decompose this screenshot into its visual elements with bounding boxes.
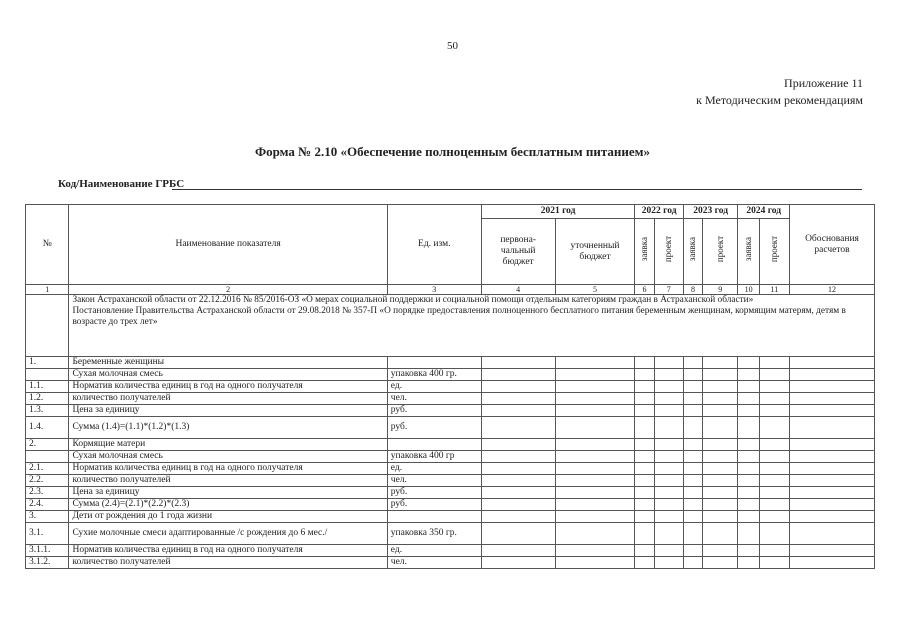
row-unit: руб. <box>387 417 481 439</box>
header-request-2024: заявка <box>743 237 754 262</box>
value-cell <box>759 475 789 487</box>
value-cell <box>683 499 702 511</box>
row-unit: упаковка 400 гр. <box>387 369 481 381</box>
value-cell <box>683 417 702 439</box>
value-cell <box>738 451 759 463</box>
value-cell <box>555 545 635 557</box>
value-cell <box>738 439 759 451</box>
value-cell <box>738 417 759 439</box>
row-number: 1.1. <box>26 381 69 393</box>
row-indicator-name: Норматив количества единиц в год на одного получателя <box>69 463 387 475</box>
grbs-label: Код/Наименование ГРБС <box>58 178 185 190</box>
row-number: 2. <box>26 439 69 451</box>
row-number: 2.2. <box>26 475 69 487</box>
value-cell <box>703 451 738 463</box>
value-cell <box>759 487 789 499</box>
row-number: 3.1.2. <box>26 557 69 569</box>
value-cell <box>738 557 759 569</box>
column-number: 6 <box>635 285 654 295</box>
header-unit: Ед. изм. <box>387 205 481 285</box>
value-cell <box>481 405 555 417</box>
table-row <box>26 475 875 487</box>
header-refined-budget: уточненный бюджет <box>555 219 635 285</box>
form-table <box>25 204 875 569</box>
value-cell <box>738 369 759 381</box>
value-cell <box>481 511 555 523</box>
row-indicator-name: Цена за единицу <box>69 405 387 417</box>
value-cell <box>481 381 555 393</box>
value-cell <box>555 369 635 381</box>
value-cell <box>790 381 875 393</box>
value-cell <box>759 499 789 511</box>
table-row <box>26 557 875 569</box>
table-row <box>26 451 875 463</box>
value-cell <box>703 357 738 369</box>
value-cell <box>481 439 555 451</box>
section-row <box>26 511 875 523</box>
table-row <box>26 405 875 417</box>
value-cell <box>683 487 702 499</box>
value-cell <box>738 511 759 523</box>
value-cell <box>683 463 702 475</box>
value-cell <box>481 487 555 499</box>
column-number: 8 <box>683 285 702 295</box>
value-cell <box>654 451 683 463</box>
value-cell <box>654 523 683 545</box>
row-indicator-name: Дети от рождения до 1 года жизни <box>69 511 387 523</box>
row-number: 1.4. <box>26 417 69 439</box>
value-cell <box>635 405 654 417</box>
grbs-fill-line <box>172 189 862 190</box>
value-cell <box>555 523 635 545</box>
header-justification: Обоснования расчетов <box>790 205 875 285</box>
value-cell <box>635 523 654 545</box>
value-cell <box>790 545 875 557</box>
value-cell <box>635 381 654 393</box>
value-cell <box>481 499 555 511</box>
page-number: 50 <box>447 40 458 52</box>
row-number: 3.1.1. <box>26 545 69 557</box>
value-cell <box>790 511 875 523</box>
column-number: 4 <box>481 285 555 295</box>
value-cell <box>703 475 738 487</box>
value-cell <box>654 499 683 511</box>
column-number: 10 <box>738 285 759 295</box>
value-cell <box>790 357 875 369</box>
value-cell <box>738 393 759 405</box>
header-request-2022: заявка <box>638 237 649 262</box>
value-cell <box>759 463 789 475</box>
value-cell <box>555 417 635 439</box>
row-indicator-name: Норматив количества единиц в год на одного получателя <box>69 381 387 393</box>
header-year-2023: 2023 год <box>683 205 738 219</box>
value-cell <box>790 439 875 451</box>
row-indicator-name: Сумма (2.4)=(2.1)*(2.2)*(2.3) <box>69 499 387 511</box>
law-reference-2: Постановление Правительства Астраханской области от 29.08.2018 № 357-П «О порядке предоставления полноценного бесплатного питания беременным женщинам, кормящим матерям, детям в возрасте до трех лет» <box>72 306 846 327</box>
value-cell <box>683 381 702 393</box>
value-cell <box>759 417 789 439</box>
value-cell <box>790 475 875 487</box>
header-request-2023: заявка <box>687 237 698 262</box>
value-cell <box>481 417 555 439</box>
value-cell <box>635 487 654 499</box>
column-number: 7 <box>654 285 683 295</box>
value-cell <box>703 499 738 511</box>
value-cell <box>703 557 738 569</box>
value-cell <box>635 557 654 569</box>
value-cell <box>555 405 635 417</box>
value-cell <box>738 499 759 511</box>
value-cell <box>683 439 702 451</box>
value-cell <box>635 475 654 487</box>
value-cell <box>654 557 683 569</box>
value-cell <box>555 451 635 463</box>
row-indicator-name: количество получателей <box>69 475 387 487</box>
value-cell <box>635 451 654 463</box>
table-row <box>26 463 875 475</box>
value-cell <box>635 417 654 439</box>
appendix-label <box>696 75 863 109</box>
value-cell <box>481 393 555 405</box>
row-number: 1.2. <box>26 393 69 405</box>
value-cell <box>683 369 702 381</box>
value-cell <box>790 369 875 381</box>
value-cell <box>654 439 683 451</box>
row-number: 3. <box>26 511 69 523</box>
value-cell <box>790 499 875 511</box>
header-project-2022: проект <box>663 236 674 263</box>
row-number: 2.3. <box>26 487 69 499</box>
value-cell <box>555 511 635 523</box>
value-cell <box>759 381 789 393</box>
value-cell <box>790 405 875 417</box>
value-cell <box>790 393 875 405</box>
header-year-2024: 2024 год <box>738 205 790 219</box>
row-unit <box>387 439 481 451</box>
value-cell <box>759 511 789 523</box>
row-indicator-name: Норматив количества единиц в год на одного получателя <box>69 545 387 557</box>
table-row <box>26 523 875 545</box>
value-cell <box>555 439 635 451</box>
row-indicator-name: Цена за единицу <box>69 487 387 499</box>
header-num: № <box>26 205 69 285</box>
value-cell <box>654 381 683 393</box>
value-cell <box>635 369 654 381</box>
value-cell <box>555 357 635 369</box>
value-cell <box>481 545 555 557</box>
row-indicator-name: Кормящие матери <box>69 439 387 451</box>
value-cell <box>759 523 789 545</box>
value-cell <box>759 405 789 417</box>
value-cell <box>555 499 635 511</box>
row-unit: чел. <box>387 393 481 405</box>
value-cell <box>683 475 702 487</box>
row-indicator-name: Сухая молочная смесь <box>69 451 387 463</box>
table-row <box>26 369 875 381</box>
value-cell <box>683 557 702 569</box>
value-cell <box>738 487 759 499</box>
row-unit: ед. <box>387 381 481 393</box>
value-cell <box>703 545 738 557</box>
value-cell <box>481 357 555 369</box>
row-number <box>26 451 69 463</box>
row-unit <box>387 357 481 369</box>
header-project-2024: проект <box>768 236 779 263</box>
row-unit: упаковка 350 гр. <box>387 523 481 545</box>
row-unit: руб. <box>387 499 481 511</box>
row-unit: чел. <box>387 475 481 487</box>
value-cell <box>703 463 738 475</box>
value-cell <box>654 487 683 499</box>
row-unit <box>387 511 481 523</box>
value-cell <box>759 439 789 451</box>
value-cell <box>555 381 635 393</box>
value-cell <box>738 545 759 557</box>
table-row <box>26 417 875 439</box>
value-cell <box>555 487 635 499</box>
value-cell <box>654 475 683 487</box>
row-unit: ед. <box>387 545 481 557</box>
row-indicator-name: количество получателей <box>69 393 387 405</box>
column-number-row <box>26 285 875 295</box>
value-cell <box>703 381 738 393</box>
column-number: 3 <box>387 285 481 295</box>
header-year-2021: 2021 год <box>481 205 635 219</box>
table-row <box>26 545 875 557</box>
value-cell <box>759 557 789 569</box>
value-cell <box>635 511 654 523</box>
section-row <box>26 357 875 369</box>
value-cell <box>481 463 555 475</box>
value-cell <box>683 451 702 463</box>
value-cell <box>555 557 635 569</box>
section-row <box>26 439 875 451</box>
value-cell <box>683 545 702 557</box>
row-indicator-name: количество получателей <box>69 557 387 569</box>
value-cell <box>481 451 555 463</box>
value-cell <box>654 369 683 381</box>
law-reference-1: Закон Астраханской области от 22.12.2016 № 85/2016-ОЗ «О мерах социальной поддержки и социальной помощи отдельным категориям граждан в Астраханской области» <box>72 295 754 305</box>
value-cell <box>683 523 702 545</box>
column-number: 11 <box>759 285 789 295</box>
row-indicator-name: Сухая молочная смесь <box>69 369 387 381</box>
row-unit: руб. <box>387 405 481 417</box>
value-cell <box>759 393 789 405</box>
value-cell <box>635 357 654 369</box>
column-number: 9 <box>703 285 738 295</box>
value-cell <box>654 463 683 475</box>
value-cell <box>635 393 654 405</box>
value-cell <box>738 381 759 393</box>
value-cell <box>555 393 635 405</box>
table-row <box>26 487 875 499</box>
value-cell <box>703 511 738 523</box>
value-cell <box>759 451 789 463</box>
header-project-2023: проект <box>714 236 725 263</box>
value-cell <box>738 405 759 417</box>
value-cell <box>481 523 555 545</box>
header-initial-budget: первона-чальный бюджет <box>481 219 555 285</box>
value-cell <box>683 511 702 523</box>
value-cell <box>654 417 683 439</box>
column-number: 12 <box>790 285 875 295</box>
row-unit: упаковка 400 гр <box>387 451 481 463</box>
column-number: 2 <box>69 285 387 295</box>
value-cell <box>738 523 759 545</box>
value-cell <box>790 417 875 439</box>
value-cell <box>481 369 555 381</box>
row-number: 1.3. <box>26 405 69 417</box>
value-cell <box>635 463 654 475</box>
value-cell <box>759 545 789 557</box>
value-cell <box>703 523 738 545</box>
row-indicator-name: Беременные женщины <box>69 357 387 369</box>
value-cell <box>703 405 738 417</box>
value-cell <box>555 463 635 475</box>
value-cell <box>703 369 738 381</box>
row-unit: ед. <box>387 463 481 475</box>
value-cell <box>790 523 875 545</box>
value-cell <box>635 499 654 511</box>
value-cell <box>738 475 759 487</box>
value-cell <box>790 557 875 569</box>
row-indicator-name: Сумма (1.4)=(1.1)*(1.2)*(1.3) <box>69 417 387 439</box>
value-cell <box>635 545 654 557</box>
value-cell <box>654 511 683 523</box>
value-cell <box>790 451 875 463</box>
value-cell <box>790 487 875 499</box>
value-cell <box>703 487 738 499</box>
value-cell <box>759 369 789 381</box>
row-unit: чел. <box>387 557 481 569</box>
value-cell <box>654 545 683 557</box>
row-unit: руб. <box>387 487 481 499</box>
legal-basis-row <box>26 295 875 357</box>
header-year-2022: 2022 год <box>635 205 684 219</box>
column-number: 5 <box>555 285 635 295</box>
value-cell <box>738 357 759 369</box>
table-row <box>26 381 875 393</box>
row-number: 1. <box>26 357 69 369</box>
value-cell <box>738 463 759 475</box>
row-number <box>26 369 69 381</box>
value-cell <box>635 439 654 451</box>
table-row <box>26 499 875 511</box>
value-cell <box>683 405 702 417</box>
value-cell <box>759 357 789 369</box>
value-cell <box>703 417 738 439</box>
form-title: Форма № 2.10 «Обеспечение полноценным бесплатным питанием» <box>254 144 651 159</box>
row-number: 2.4. <box>26 499 69 511</box>
row-number: 3.1. <box>26 523 69 545</box>
value-cell <box>654 405 683 417</box>
row-number: 2.1. <box>26 463 69 475</box>
value-cell <box>790 463 875 475</box>
value-cell <box>683 357 702 369</box>
value-cell <box>481 475 555 487</box>
value-cell <box>703 439 738 451</box>
value-cell <box>683 393 702 405</box>
value-cell <box>654 393 683 405</box>
value-cell <box>654 357 683 369</box>
value-cell <box>703 393 738 405</box>
value-cell <box>555 475 635 487</box>
appendix-line-2: к Методическим рекомендациям <box>696 93 863 107</box>
value-cell <box>481 557 555 569</box>
header-name: Наименование показателя <box>69 205 387 285</box>
column-number: 1 <box>26 285 69 295</box>
table-row <box>26 393 875 405</box>
row-indicator-name: Сухие молочные смеси адаптированные /с рождения до 6 мес./ <box>69 523 387 545</box>
appendix-line-1: Приложение 11 <box>784 76 863 90</box>
